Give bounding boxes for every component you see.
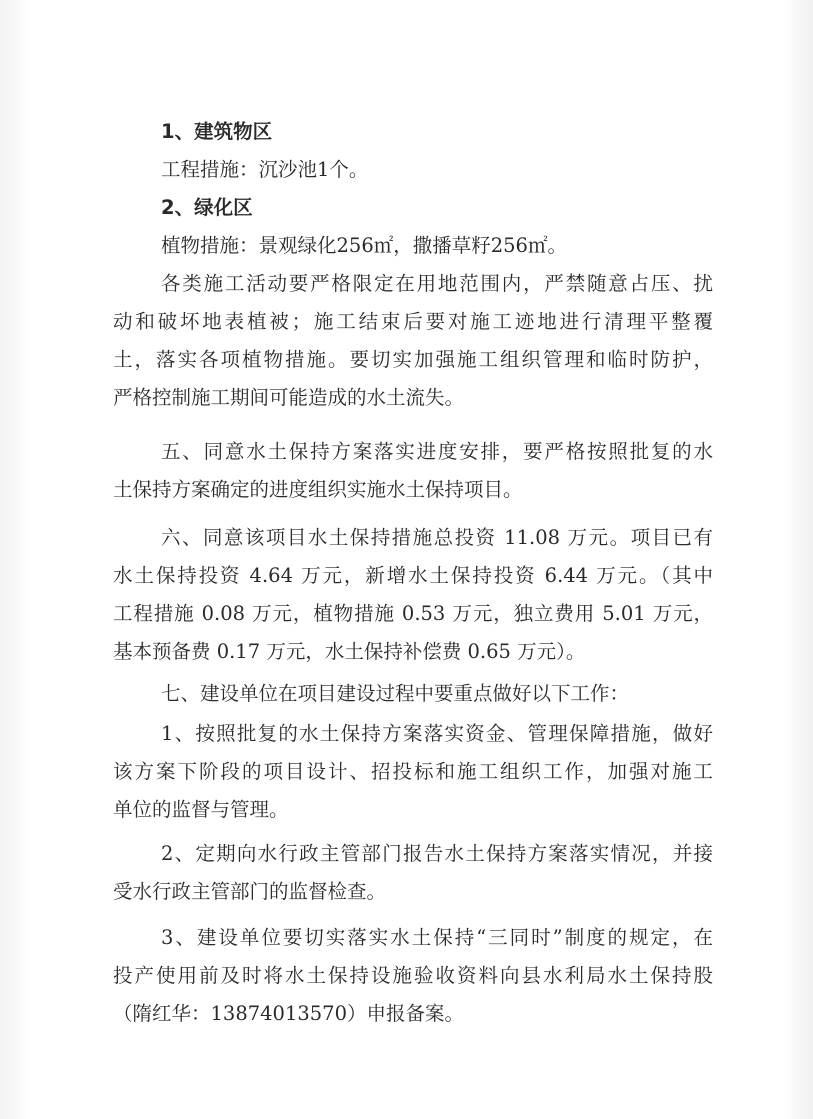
paragraph-line: 受水行政主管部门的监督检查。 bbox=[113, 880, 387, 903]
paragraph-line: 3、建设单位要切实落实水土保持“三同时”制度的规定，在 bbox=[161, 926, 713, 949]
paragraph-line: 严格控制施工期间可能造成的水土流失。 bbox=[113, 386, 465, 409]
paragraph-line: 六、同意该项目水土保持措施总投资 11.08 万元。项目已有 bbox=[161, 526, 713, 549]
paragraph-line: 该方案下阶段的项目设计、招投标和施工组织工作，加强对施工 bbox=[113, 760, 713, 783]
paragraph-line: 五、同意水土保持方案落实进度安排，要严格按照批复的水 bbox=[161, 440, 713, 463]
paragraph-line: 水土保持投资 4.64 万元，新增水土保持投资 6.44 万元。（其中 bbox=[113, 564, 713, 587]
paragraph-line: 动和破坏地表植被；施工结束后要对施工迹地进行清理平整覆 bbox=[113, 310, 713, 333]
section-heading-greening-area: 2、绿化区 bbox=[161, 196, 253, 219]
section-heading-building-area: 1、建筑物区 bbox=[161, 120, 273, 143]
paragraph-line: 植物措施：景观绿化256㎡，撒播草籽256㎡。 bbox=[161, 234, 567, 257]
paragraph-line: 工程措施：沉沙池1个。 bbox=[161, 158, 369, 181]
paragraph-line: 七、建设单位在项目建设过程中要重点做好以下工作： bbox=[161, 682, 630, 705]
paragraph-line: 土保持方案确定的进度组织实施水土保持项目。 bbox=[113, 478, 523, 501]
paragraph-line: 1、按照批复的水土保持方案落实资金、管理保障措施，做好 bbox=[161, 722, 713, 745]
paragraph-line: 各类施工活动要严格限定在用地范围内，严禁随意占压、扰 bbox=[161, 272, 713, 295]
paragraph-line: 基本预备费 0.17 万元，水土保持补偿费 0.65 万元）。 bbox=[113, 640, 586, 663]
paragraph-line: 单位的监督与管理。 bbox=[113, 798, 289, 821]
paragraph-line: 2、定期向水行政主管部门报告水土保持方案落实情况，并接 bbox=[161, 842, 713, 865]
paragraph-line: 土，落实各项植物措施。要切实加强施工组织管理和临时防护， bbox=[113, 348, 713, 371]
paragraph-line: 工程措施 0.08 万元，植物措施 0.53 万元，独立费用 5.01 万元， bbox=[113, 602, 713, 625]
paragraph-line: 投产使用前及时将水土保持设施验收资料向县水利局水土保持股 bbox=[113, 964, 713, 987]
paragraph-line: （隋红华：13874013570）申报备案。 bbox=[113, 1002, 464, 1025]
